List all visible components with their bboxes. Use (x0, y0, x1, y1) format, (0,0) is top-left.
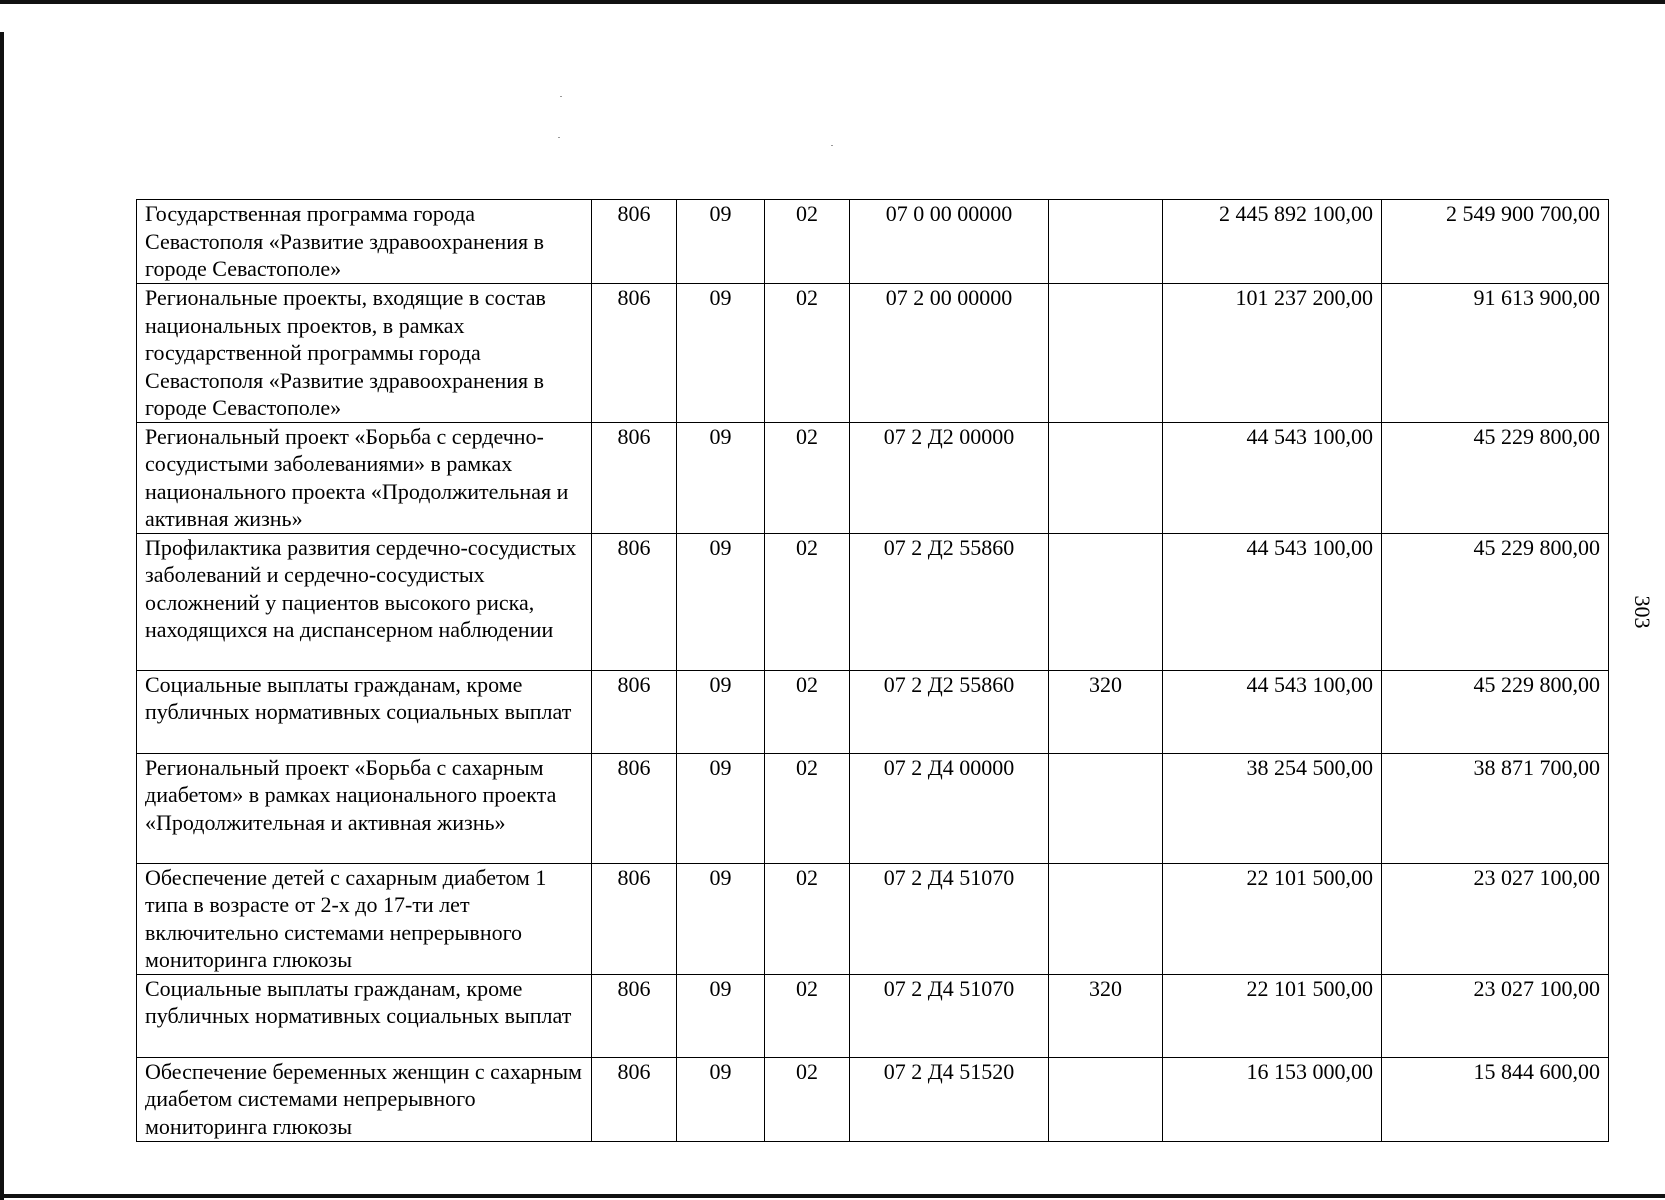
cell-subsection: 02 (765, 533, 850, 670)
cell-target-article: 07 2 00 00000 (850, 284, 1049, 423)
table-body (137, 200, 1609, 1142)
cell-name: Государственная программа города Севастополя «Развитие здравоохранения в городе Севастополе» (137, 200, 592, 284)
page-number: 303 (1630, 595, 1655, 629)
cell-section: 09 (677, 533, 765, 670)
scan-speck (831, 145, 833, 146)
cell-section: 09 (677, 753, 765, 863)
table-row (137, 284, 1609, 423)
cell-name: Региональный проект «Борьба с сердечно-сосудистыми заболеваниями» в рамках национального проекта «Продолжительная и активная жизнь» (137, 422, 592, 533)
cell-ministry: 806 (592, 863, 677, 974)
scan-speck (560, 96, 562, 97)
cell-expense-type (1049, 753, 1163, 863)
cell-sum-year-1: 44 543 100,00 (1163, 422, 1382, 533)
cell-section: 09 (677, 284, 765, 423)
cell-target-article: 07 2 Д2 00000 (850, 422, 1049, 533)
cell-sum-year-1: 22 101 500,00 (1163, 974, 1382, 1057)
cell-ministry: 806 (592, 422, 677, 533)
cell-name: Профилактика развития сердечно-сосудистых заболеваний и сердечно-сосудистых осложнений у пациентов высокого риска, находящихся на диспансерном наблюдении (137, 533, 592, 670)
cell-target-article: 07 2 Д4 00000 (850, 753, 1049, 863)
cell-ministry: 806 (592, 533, 677, 670)
cell-target-article: 07 2 Д2 55860 (850, 670, 1049, 753)
table-row (137, 422, 1609, 533)
scan-border-top (0, 0, 1665, 4)
cell-target-article: 07 2 Д4 51070 (850, 863, 1049, 974)
cell-sum-year-2: 23 027 100,00 (1382, 974, 1609, 1057)
cell-sum-year-2: 91 613 900,00 (1382, 284, 1609, 423)
cell-ministry: 806 (592, 1057, 677, 1141)
cell-section: 09 (677, 200, 765, 284)
cell-section: 09 (677, 863, 765, 974)
cell-subsection: 02 (765, 1057, 850, 1141)
cell-expense-type (1049, 863, 1163, 974)
cell-section: 09 (677, 1057, 765, 1141)
scan-border-bottom (0, 1194, 1665, 1198)
cell-name: Региональные проекты, входящие в состав национальных проектов, в рамках государственной программы города Севастополя «Развитие здравоохранения в городе Севастополе» (137, 284, 592, 423)
cell-sum-year-2: 15 844 600,00 (1382, 1057, 1609, 1141)
cell-sum-year-2: 45 229 800,00 (1382, 670, 1609, 753)
cell-sum-year-2: 45 229 800,00 (1382, 422, 1609, 533)
cell-name: Социальные выплаты гражданам, кроме публичных нормативных социальных выплат (137, 974, 592, 1057)
cell-sum-year-1: 44 543 100,00 (1163, 670, 1382, 753)
budget-table (136, 199, 1609, 1142)
cell-target-article: 07 2 Д2 55860 (850, 533, 1049, 670)
table-row (137, 974, 1609, 1057)
cell-expense-type (1049, 422, 1163, 533)
cell-ministry: 806 (592, 200, 677, 284)
cell-sum-year-1: 38 254 500,00 (1163, 753, 1382, 863)
cell-sum-year-1: 101 237 200,00 (1163, 284, 1382, 423)
cell-expense-type (1049, 533, 1163, 670)
cell-sum-year-2: 23 027 100,00 (1382, 863, 1609, 974)
cell-expense-type (1049, 200, 1163, 284)
cell-section: 09 (677, 974, 765, 1057)
cell-expense-type: 320 (1049, 974, 1163, 1057)
cell-subsection: 02 (765, 753, 850, 863)
cell-expense-type (1049, 1057, 1163, 1141)
table-row (137, 863, 1609, 974)
cell-ministry: 806 (592, 753, 677, 863)
cell-sum-year-2: 45 229 800,00 (1382, 533, 1609, 670)
table-row (137, 670, 1609, 753)
table-row (137, 753, 1609, 863)
cell-name: Обеспечение детей с сахарным диабетом 1 типа в возрасте от 2-х до 17-ти лет включительно системами непрерывного мониторинга глюкозы (137, 863, 592, 974)
cell-target-article: 07 2 Д4 51520 (850, 1057, 1049, 1141)
cell-subsection: 02 (765, 974, 850, 1057)
cell-sum-year-1: 16 153 000,00 (1163, 1057, 1382, 1141)
cell-name: Региональный проект «Борьба с сахарным диабетом» в рамках национального проекта «Продолжительная и активная жизнь» (137, 753, 592, 863)
cell-ministry: 806 (592, 974, 677, 1057)
cell-expense-type: 320 (1049, 670, 1163, 753)
cell-subsection: 02 (765, 200, 850, 284)
cell-name: Обеспечение беременных женщин с сахарным диабетом системами непрерывного мониторинга глюкозы (137, 1057, 592, 1141)
table-row (137, 200, 1609, 284)
cell-target-article: 07 2 Д4 51070 (850, 974, 1049, 1057)
cell-subsection: 02 (765, 863, 850, 974)
scan-speck (558, 137, 560, 138)
cell-sum-year-1: 2 445 892 100,00 (1163, 200, 1382, 284)
cell-sum-year-2: 2 549 900 700,00 (1382, 200, 1609, 284)
cell-sum-year-2: 38 871 700,00 (1382, 753, 1609, 863)
cell-sum-year-1: 44 543 100,00 (1163, 533, 1382, 670)
cell-subsection: 02 (765, 284, 850, 423)
cell-ministry: 806 (592, 284, 677, 423)
cell-subsection: 02 (765, 422, 850, 533)
table-row (137, 1057, 1609, 1141)
cell-sum-year-1: 22 101 500,00 (1163, 863, 1382, 974)
cell-ministry: 806 (592, 670, 677, 753)
cell-section: 09 (677, 422, 765, 533)
cell-section: 09 (677, 670, 765, 753)
cell-subsection: 02 (765, 670, 850, 753)
cell-name: Социальные выплаты гражданам, кроме публичных нормативных социальных выплат (137, 670, 592, 753)
table-row (137, 533, 1609, 670)
cell-target-article: 07 0 00 00000 (850, 200, 1049, 284)
cell-expense-type (1049, 284, 1163, 423)
scan-border-left (0, 32, 4, 1200)
